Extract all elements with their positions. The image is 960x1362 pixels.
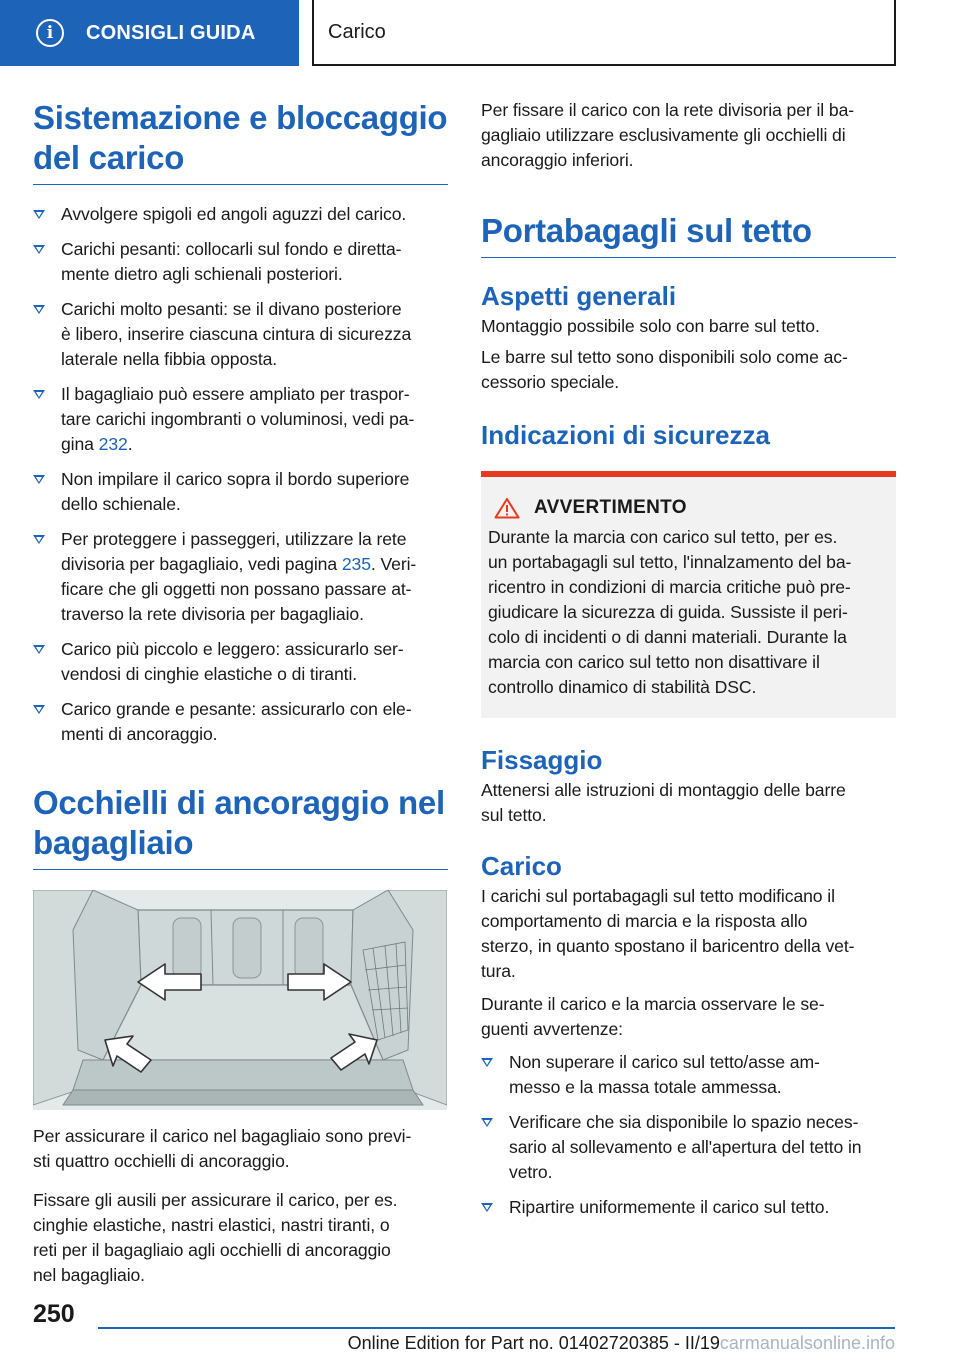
bullet-triangle-icon	[481, 1058, 493, 1067]
bullet-triangle-icon	[33, 305, 45, 314]
bullet-triangle-icon	[33, 705, 45, 714]
paragraph-mounting-instructions: Attenersi alle istruzioni di montaggio delle barre sul tetto.	[481, 780, 846, 825]
list-item: Non superare il carico sul tetto/asse am- messo e la massa totale ammessa.	[481, 1050, 896, 1100]
list-item: Il bagagliaio può essere ampliato per traspor- tare carichi ingombranti o voluminosi, vedi pa- gina 232.	[33, 382, 448, 457]
paragraph-fixing-aids: Fissare gli ausili per assicurare il carico, per es. cinghie elastiche, nastri elastici, nastri tiranti, o reti per il bagagliaio agli occhielli di ancoraggio nel bagagliaio.	[33, 1190, 398, 1285]
page-link-235[interactable]: 235	[341, 554, 371, 574]
section-title-occhielli: Occhielli di ancoraggio nel bagagliaio	[33, 783, 448, 870]
bullet-triangle-icon	[481, 1203, 493, 1212]
luggage-compartment-illustration	[33, 890, 447, 1110]
list-item: Verificare che sia disponibile lo spazio neces- sario al sollevamento e all'apertura del tetto in vetro.	[481, 1110, 896, 1185]
roof-load-list	[481, 1050, 896, 1220]
subsection-fissaggio: Fissaggio	[481, 745, 603, 775]
paragraph-observe-notes: Durante il carico e la marcia osservare le se- guenti avvertenze:	[481, 994, 825, 1039]
footer-edition: Online Edition for Part no. 01402720385 - II/19carmanualsonline.info	[347, 1333, 895, 1353]
left-column	[33, 98, 448, 1288]
subsection-indicazioni-sicurezza: Indicazioni di sicurezza	[481, 420, 770, 450]
section-title-sistemazione: Sistemazione e bloccaggio del carico	[33, 98, 448, 185]
bullet-triangle-icon	[33, 645, 45, 654]
list-item: Ripartire uniformemente il carico sul tetto.	[481, 1195, 896, 1220]
bullet-triangle-icon	[33, 245, 45, 254]
list-item: Non impilare il carico sopra il bordo superiore dello schienale.	[33, 467, 448, 517]
header-topic-box	[312, 0, 896, 66]
list-item: Carico grande e pesante: assicurarlo con ele- menti di ancoraggio.	[33, 697, 448, 747]
section-title-portabagagli: Portabagagli sul tetto	[481, 211, 896, 258]
page-link-232[interactable]: 232	[98, 434, 128, 454]
list-item: Carichi pesanti: collocarli sul fondo e diretta- mente dietro agli schienali posteriori.	[33, 237, 448, 287]
paragraph-mounting: Montaggio possibile solo con barre sul tetto.	[481, 316, 820, 336]
bullet-triangle-icon	[481, 1118, 493, 1127]
paragraph-anchor-eyes: Per assicurare il carico nel bagagliaio sono previ- sti quattro occhielli di ancoraggio.	[33, 1126, 412, 1171]
warning-title: AVVERTIMENTO	[534, 497, 687, 518]
warning-text: Durante la marcia con carico sul tetto, per es. un portabagagli sul tetto, l'innalzamento del ba- ricentro in condizioni di marcia critiche può pre- giudicare la sicurezza di guida. Sussiste il peri- colo di incidenti o di danni materiali. Durante la marcia con carico sul tetto non disattivare il controllo dinamico di stabilità DSC.	[488, 527, 852, 697]
list-item: Per proteggere i passeggeri, utilizzare la rete divisoria per bagagliaio, vedi pagina 235. Veri- ficare che gli oggetti non possano passare at- traverso la rete divisoria per bagagliaio.	[33, 527, 448, 627]
subsection-aspetti-generali: Aspetti generali	[481, 281, 677, 311]
trunk-lashing-eyes-illustration	[33, 890, 447, 1110]
header-section-tab	[0, 0, 299, 66]
warning-box	[481, 471, 896, 718]
page-number: 250	[33, 1300, 75, 1328]
bullet-triangle-icon	[33, 210, 45, 219]
subsection-carico: Carico	[481, 851, 562, 881]
load-securing-list	[33, 202, 448, 747]
header-section-label: CONSIGLI GUIDA	[86, 21, 256, 44]
header-topic: Carico	[328, 20, 386, 43]
list-item: Carico più piccolo e leggero: assicurarlo ser- vendosi di cinghie elastiche o di tiranti.	[33, 637, 448, 687]
paragraph-roof-bars: Le barre sul tetto sono disponibili solo come ac- cessorio speciale.	[481, 347, 848, 392]
bullet-triangle-icon	[33, 535, 45, 544]
bullet-triangle-icon	[33, 475, 45, 484]
list-item: Carichi molto pesanti: se il divano posteriore è libero, inserire ciascuna cintura di sicurezza laterale nella fibbia opposta.	[33, 297, 448, 372]
list-item: Avvolgere spigoli ed angoli aguzzi del carico.	[33, 202, 448, 227]
info-icon: i	[36, 19, 64, 47]
right-column	[481, 98, 896, 1220]
warning-header	[488, 497, 889, 519]
footer-rule	[98, 1327, 895, 1329]
footer-watermark: carmanualsonline.info	[719, 1333, 895, 1353]
paragraph-roof-load-behaviour: I carichi sul portabagagli sul tetto modificano il comportamento di marcia e la risposta allo sterzo, in quanto spostano il baricentro della vet- tura.	[481, 886, 855, 981]
bullet-triangle-icon	[33, 390, 45, 399]
warning-triangle-icon	[494, 497, 520, 519]
paragraph-net-fixing: Per fissare il carico con la rete divisoria per il ba- gagliaio utilizzare esclusivamente gli occhielli di ancoraggio inferiori.	[481, 100, 855, 170]
